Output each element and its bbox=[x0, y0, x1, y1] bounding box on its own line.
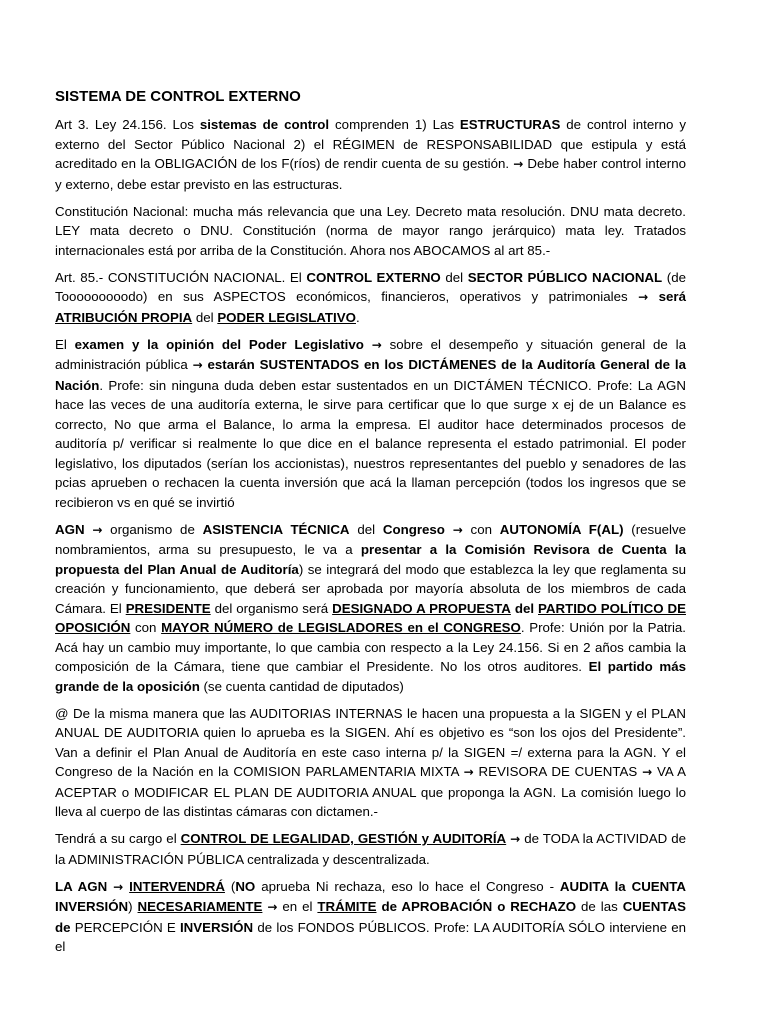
emphasis-underlined: INTERVENDRÁ bbox=[129, 878, 225, 894]
emphasis-bold: Congreso bbox=[382, 521, 445, 537]
emphasis-bold: CUENTAS de bbox=[55, 899, 686, 935]
text-run: Art. 85.- CONSTITUCIÓN NACIONAL. El bbox=[55, 269, 307, 285]
paragraph-5 bbox=[55, 520, 686, 697]
emphasis-bold: AUTONOMÍA F(AL) bbox=[499, 521, 624, 537]
text-run: @ De la misma manera que las AUDITORIAS INTERNAS le hacen una propuesta a la SIGEN y el PLAN ANUAL DE AUDITORIA quien lo aprueba es la SIGEN. Ahí es objetivo es “son los ojos del Presidente”. Van a definir el Plan Anual de Auditoría en este caso interna p/ la SIGEN =/ externa para la AGN. Y el Congreso de la Nación en la COMISION PARLAMENTARIA MIXTA bbox=[55, 705, 686, 779]
text-run: sobre el desempeño y situación general de la administración pública bbox=[55, 336, 686, 372]
text-run: de control interno y externo del Sector Público Nacional 2) el RÉGIMEN de RESPONSABILIDAD que estipula y está acreditado en la OBLIGACIÓN de los F(ríos) de rendir cuenta de su gestión. bbox=[55, 117, 686, 171]
emphasis-bold: sistemas de control bbox=[199, 117, 330, 132]
document-title: SISTEMA DE CONTROL EXTERNO bbox=[55, 88, 301, 105]
text-run: de TODA la ACTIVIDAD de la ADMINISTRACIÓN PÚBLICA centralizada y descentralizada. bbox=[55, 831, 686, 867]
arrow-right-icon: → bbox=[192, 358, 203, 372]
text-run: de las bbox=[576, 899, 623, 914]
emphasis-underlined: MAYOR NÚMERO de LEGISLADORES en el CONGRESO bbox=[161, 620, 521, 635]
text-run: (resuelve nombramientos, arma su presupuesto, le va a bbox=[55, 521, 686, 557]
emphasis-underlined: CONTROL DE LEGALIDAD, GESTIÓN y AUDITORÍA bbox=[180, 831, 507, 846]
paragraph-container bbox=[55, 115, 686, 957]
text-run: Art 3. Ley 24.156. Los bbox=[55, 117, 200, 132]
text-run: con bbox=[462, 521, 500, 537]
emphasis-bold: será bbox=[658, 289, 686, 304]
emphasis-bold: estarán SUSTENTADOS en los DICTÁMENES de la Auditoría General de la Nación bbox=[55, 357, 686, 393]
arrow-right-icon: → bbox=[638, 290, 649, 304]
text-run bbox=[648, 289, 658, 304]
text-run: El bbox=[55, 336, 75, 352]
emphasis-underlined: PARTIDO POLÍTICO DE OPOSICIÓN bbox=[55, 600, 686, 635]
arrow-right-icon: → bbox=[371, 337, 382, 352]
emphasis-underlined: ATRIBUCIÓN PROPIA bbox=[55, 309, 193, 325]
emphasis-bold: INVERSIÓN bbox=[179, 919, 254, 935]
arrow-right-icon: → bbox=[113, 879, 124, 894]
arrow-right-icon: → bbox=[452, 522, 463, 537]
paragraph-2 bbox=[55, 202, 686, 261]
text-run: . Profe: sin ninguna duda deben estar sustentados en un DICTÁMEN TÉCNICO. Profe: La AGN hace las veces de una auditoría externa, le sirve para certificar que lo que surge x ej de un Balance es correcto, No que arma el Balance, lo arma la empresa. El auditor hace determinados procesos de auditoría p/ verificar si realmente lo que dice en el balance representa el estado patrimonial. El poder legislativo, los diputados (serían los accionistas), nuestros representantes del pueblo y senadores de las pcias aprueben o rechacen la cuenta inversión que acá la llaman percepción (todos los ingresos que se recibieron vs en qué se invirtió bbox=[55, 377, 686, 510]
text-run bbox=[445, 522, 453, 537]
arrow-right-icon: → bbox=[513, 157, 524, 171]
text-run: en el bbox=[277, 899, 318, 914]
emphasis-bold: CONTROL EXTERNO bbox=[306, 269, 441, 285]
text-run: VA A ACEPTAR o MODIFICAR EL PLAN DE AUDITORIA ANUAL que proponga la AGN. La comisión luego lo lleva al cuerpo de las distintas cámaras con dictamen.- bbox=[55, 764, 686, 819]
text-run: con bbox=[130, 620, 162, 635]
emphasis-underlined: PRESIDENTE bbox=[125, 600, 211, 616]
arrow-right-icon: → bbox=[463, 765, 474, 779]
text-run: REVISORA DE CUENTAS bbox=[473, 764, 643, 779]
emphasis-bold: LA AGN bbox=[55, 878, 108, 894]
text-run: organismo de bbox=[102, 521, 203, 537]
emphasis-underlined: PODER LEGISLATIVO bbox=[217, 309, 356, 325]
emphasis-bold: presentar a la Comisión Revisora de Cuenta la propuesta del Plan Anual de Auditoría bbox=[55, 542, 687, 577]
arrow-right-icon: → bbox=[510, 832, 521, 846]
text-run: PERCEPCIÓN E bbox=[70, 919, 180, 935]
text-run bbox=[85, 522, 93, 537]
emphasis-bold: AGN bbox=[55, 521, 85, 537]
text-run: Tendrá a su cargo el bbox=[55, 831, 181, 846]
arrow-right-icon: → bbox=[267, 900, 278, 914]
paragraph-6 bbox=[55, 704, 686, 822]
paragraph-1 bbox=[55, 115, 686, 194]
arrow-right-icon: → bbox=[92, 522, 103, 537]
text-run: del bbox=[192, 309, 218, 325]
text-run: ) bbox=[128, 899, 138, 914]
paragraph-7 bbox=[55, 829, 686, 869]
emphasis-bold: NO bbox=[235, 878, 256, 894]
paragraph-8 bbox=[55, 877, 686, 957]
paragraph-4 bbox=[55, 335, 686, 513]
text-run: del bbox=[349, 521, 383, 537]
emphasis-bold: examen y la opinión del Poder Legislativo bbox=[74, 336, 364, 352]
text-run: del organismo será bbox=[210, 600, 333, 616]
text-run: ) se integrará del modo que establezca la ley que reglamenta su creación y funcionamiento, que deberá ser aprobada por mayoría absoluta de los miembros de cada Cámara. El bbox=[55, 561, 686, 616]
text-run: de los FONDOS PÚBLICOS. Profe: LA AUDITORÍA SÓLO interviene en el bbox=[55, 919, 686, 954]
text-run bbox=[364, 337, 372, 352]
emphasis-underlined: NECESARIAMENTE bbox=[137, 899, 263, 914]
emphasis-bold: SECTOR PÚBLICO NACIONAL bbox=[467, 269, 663, 285]
document-body bbox=[55, 87, 686, 964]
emphasis-bold: ESTRUCTURAS bbox=[459, 117, 561, 132]
emphasis-bold: ASISTENCIA TÉCNICA bbox=[202, 521, 350, 537]
text-run: . bbox=[355, 309, 360, 325]
text-run: comprenden 1) Las bbox=[329, 117, 460, 132]
paragraph-3 bbox=[55, 268, 686, 328]
emphasis-bold: del bbox=[514, 600, 535, 616]
arrow-right-icon: → bbox=[642, 765, 653, 779]
emphasis-underlined: TRÁMITE bbox=[317, 899, 377, 914]
text-run: del bbox=[440, 269, 468, 285]
text-run: aprueba Ni rechaza, eso lo hace el Congreso - bbox=[255, 878, 560, 894]
emphasis-bold: El partido más grande de la oposición bbox=[55, 659, 686, 694]
text-run: ( bbox=[224, 878, 236, 894]
emphasis-bold: de APROBACIÓN o RECHAZO bbox=[381, 899, 577, 914]
text-run: (se cuenta cantidad de diputados) bbox=[199, 678, 404, 694]
emphasis-underlined: DESIGNADO A PROPUESTA bbox=[332, 600, 511, 616]
text-run: Debe haber control interno y externo, debe estar previsto en las estructuras. bbox=[55, 156, 687, 192]
text-run: . Profe: Unión por la Patria. Acá hay un cambio muy importante, lo que cambia con respecto a la Ley 24.156. Si en 2 años cambia la composición de la Cámara, tiene que cambiar el Presidente. No los otros auditores. bbox=[55, 620, 687, 674]
text-run: Constitución Nacional: mucha más relevancia que una Ley. Decreto mata resolución. DNU mata decreto. LEY mata decreto o DNU. Constitución (norma de mayor rango jerárquico) mata ley. Tratados internacionales está por arriba de la Constitución. Ahora nos ABOCAMOS al art 85.- bbox=[55, 203, 686, 258]
emphasis-bold: AUDITA la CUENTA INVERSIÓN bbox=[55, 878, 687, 914]
text-run: (de Tooooooooodo) en sus ASPECTOS económicos, financieros, operativos y patrimoniales bbox=[55, 269, 686, 304]
